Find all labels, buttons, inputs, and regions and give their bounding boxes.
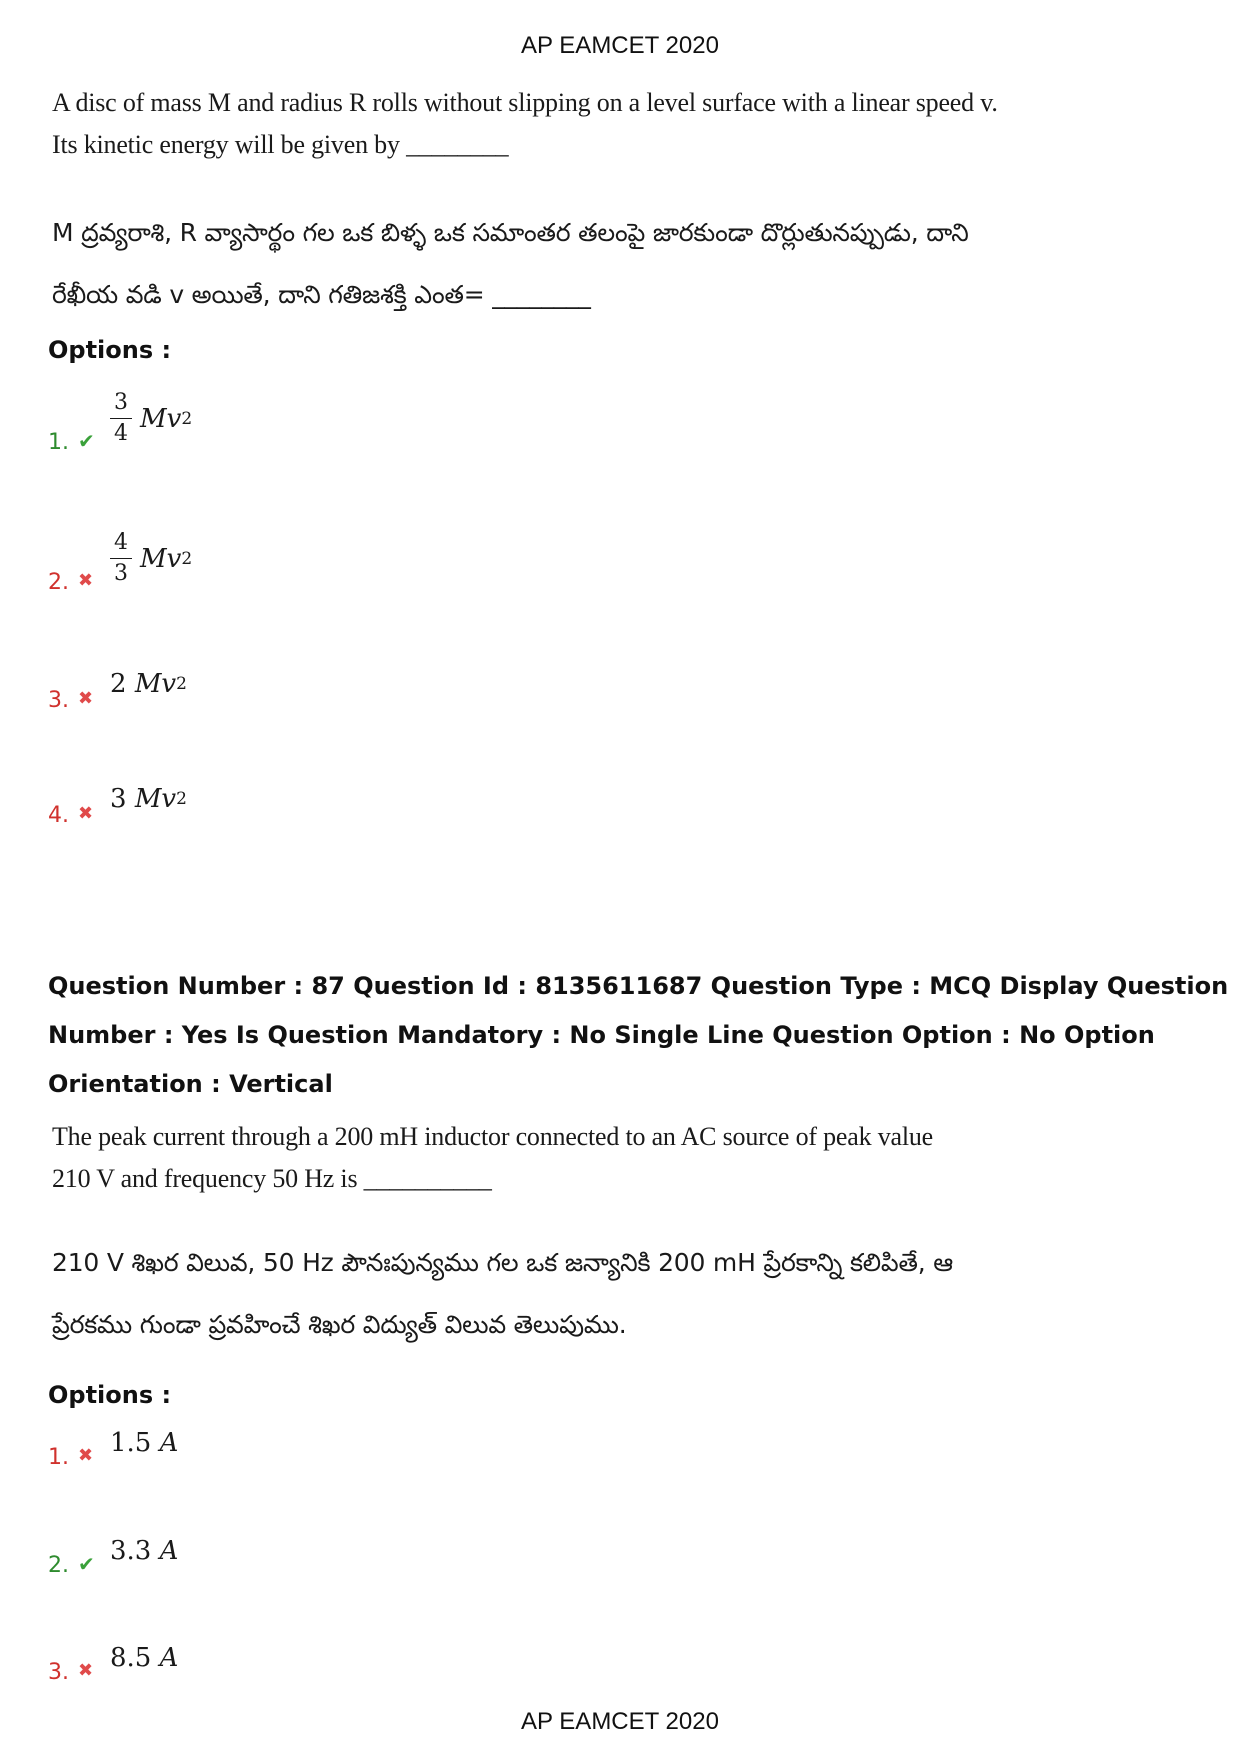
question-meta-line: Question Number : 87 Question Id : 8135611687 Question Type : MCQ Display Question [48, 972, 1229, 1000]
question-text-line: 210 V and frequency 50 Hz is __________ [52, 1164, 492, 1193]
option-unit: A [159, 1428, 179, 1458]
cross-icon: ✖ [78, 1445, 94, 1466]
option-coefficient: 2 [110, 669, 127, 699]
option-variable: Mv [140, 543, 182, 574]
page-header: AP EAMCET 2020 [521, 32, 719, 59]
option-variable: Mv [134, 669, 177, 699]
option-value: 3.3 [110, 1536, 152, 1566]
options-label: Options : [48, 336, 172, 364]
cross-icon: ✖ [78, 570, 94, 591]
option-expression: 2 Mv 2 [110, 669, 187, 699]
fraction [110, 390, 132, 447]
question-86-telugu [52, 202, 969, 326]
option-number: 3. [48, 688, 69, 713]
option-expression [110, 1428, 178, 1458]
fraction [110, 530, 132, 587]
fraction-denominator: 3 [114, 561, 128, 586]
option-expression: 3 Mv 2 [110, 784, 187, 814]
question-text-line: 210 V శిఖర విలువ, 50 Hz పౌనఃపున్యము గల ఒక జన్యానికి 200 mH ప్రేరకాన్ని కలిపితే, ఆ [52, 1248, 953, 1277]
option-expression: $\frac{3}{4}$ Mv 2 [110, 390, 192, 447]
question-87-english [52, 1116, 933, 1200]
option-number: 2. [48, 570, 69, 595]
option-variable: Mv [140, 403, 182, 434]
fraction-numerator: 4 [110, 530, 132, 559]
check-icon: ✔ [78, 1552, 95, 1576]
cross-icon: ✖ [78, 803, 94, 824]
check-icon: ✔ [78, 429, 95, 453]
option-number: 2. [48, 1553, 69, 1578]
option-number: 1. [48, 1445, 69, 1470]
option-expression [110, 1643, 178, 1673]
question-text-line: ప్రేరకము గుండా ప్రవహించే శిఖర విద్యుత్ విలువ తెలుపుము. [52, 1310, 627, 1339]
page-footer: AP EAMCET 2020 [521, 1708, 719, 1735]
cross-icon: ✖ [78, 688, 94, 709]
question-86-english [52, 82, 998, 166]
cross-icon: ✖ [78, 1660, 94, 1681]
option-value: 8.5 [110, 1643, 152, 1673]
question-text-line: రేఖీయ వడి v అయితే, దాని గతిజశక్తి ఎంత= ________ [52, 280, 591, 309]
question-text-line: The peak current through a 200 mH inductor connected to an AC source of peak value [52, 1122, 934, 1151]
option-number: 3. [48, 1660, 69, 1685]
question-text-line: M ద్రవ్యరాశి, R వ్యాసార్థం గల ఒక బిళ్ళ ఒక సమాంతర తలంపై జారకుండా దొర్లుతునప్పుడు, దాని [52, 218, 969, 247]
fraction-denominator: 4 [114, 421, 128, 446]
option-number: 4. [48, 803, 69, 828]
option-coefficient: 3 [110, 784, 127, 814]
fraction-numerator: 3 [110, 390, 132, 419]
option-unit: A [159, 1643, 179, 1673]
question-meta-line: Number : Yes Is Question Mandatory : No Single Line Question Option : No Option [48, 1021, 1155, 1049]
option-expression: $\frac{4}{3}$ Mv 2 [110, 530, 192, 587]
question-87-telugu [52, 1232, 953, 1356]
question-text-line: Its kinetic energy will be given by ________ [52, 130, 509, 159]
option-unit: A [159, 1536, 179, 1566]
option-variable: Mv [134, 784, 177, 814]
option-number: 1. [48, 430, 69, 455]
question-meta-line: Orientation : Vertical [48, 1070, 333, 1098]
option-value: 1.5 [110, 1428, 152, 1458]
option-expression [110, 1536, 178, 1566]
question-text-line: A disc of mass M and radius R rolls without slipping on a level surface with a linear speed v. [52, 88, 998, 117]
options-label: Options : [48, 1381, 172, 1409]
